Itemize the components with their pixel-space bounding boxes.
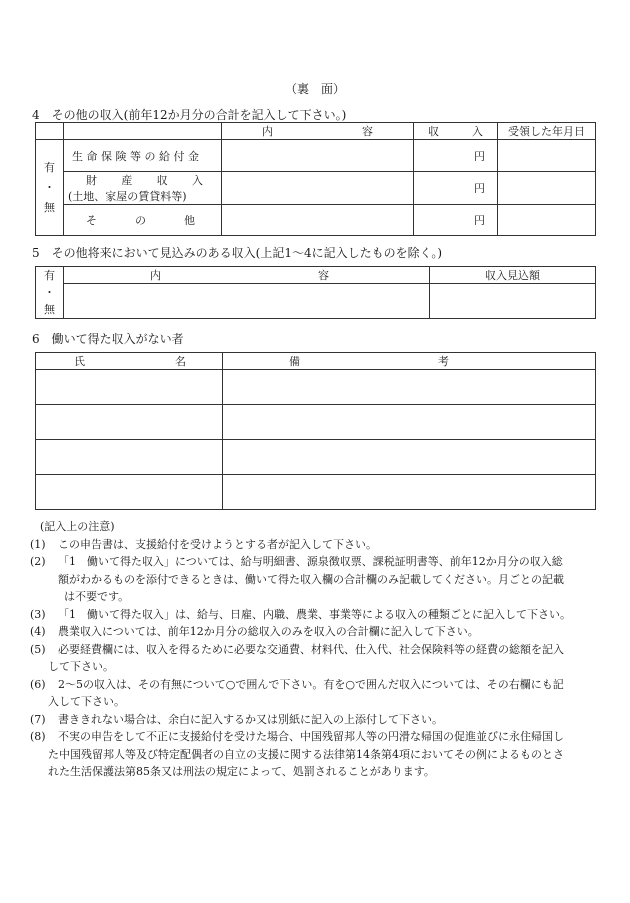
col-remarks-char: 考: [438, 355, 449, 368]
note-item: [30, 676, 602, 694]
name-field[interactable]: [36, 405, 223, 440]
note-number: (4): [30, 625, 46, 638]
note-text: 不実の申告をして不正に支援給付を受けた場合、中国残留邦人等の円滑な帰国の促進並びに永住帰国し: [58, 730, 564, 743]
col-income-char: 収: [428, 125, 439, 138]
note-number: (5): [30, 642, 46, 656]
expected-income-table: [35, 266, 596, 319]
row-label-other: [64, 205, 222, 236]
yen-unit: 円: [474, 182, 485, 195]
note-number: (2): [30, 555, 46, 568]
label-char: 収: [156, 174, 168, 187]
section4-heading: 4 その他の収入(前年12か月分の合計を記入して下さい。): [32, 108, 347, 122]
note-number: (7): [30, 712, 46, 726]
header-blank: [36, 123, 64, 140]
note-number: (1): [30, 537, 46, 551]
note-number: (8): [30, 730, 46, 743]
content-field[interactable]: [222, 172, 414, 205]
note-item: [30, 728, 602, 746]
yen-unit: 円: [474, 149, 485, 163]
header-blank: [64, 123, 222, 140]
col-content-header: [64, 267, 430, 284]
presence-dot: ・: [44, 286, 55, 299]
received-date-field[interactable]: [498, 140, 596, 172]
note-number: (6): [30, 677, 46, 691]
col-name-char: 名: [175, 355, 186, 368]
section6-heading: 6 働いて得た収入がない者: [32, 332, 184, 346]
note-text: して下さい。: [48, 660, 114, 673]
notes-heading: (記入上の注意): [40, 520, 115, 533]
col-content-char: 容: [362, 125, 373, 138]
received-date-field[interactable]: [498, 172, 596, 205]
note-text: 額がわかるものを添付できるときは、働いて得た収入欄の合計欄のみ記載してください。月ごとの記載: [58, 572, 564, 586]
presence-no: 無: [44, 200, 55, 214]
note-text: 2～5の収入は、その有無について○で囲んで下さい。有を○で囲んだ収入については、その右欄にも記: [58, 677, 564, 691]
note-item: [30, 553, 602, 606]
col-income-header: [414, 123, 498, 140]
presence-no: 無: [44, 303, 55, 316]
yen-unit: 円: [474, 214, 485, 227]
note-text: た中国残留邦人等及び特定配偶者の自立の支援に関する法律第14条第4項においてその例によるものとさ: [48, 747, 564, 761]
col-content-char: 容: [318, 269, 329, 283]
presence-label: [36, 267, 64, 319]
note-text: れた生活保護法第85条又は刑法の規定によって、処罰されることがあります。: [48, 765, 435, 778]
remarks-field[interactable]: [223, 370, 596, 405]
label-char: 財: [86, 174, 97, 187]
note-item: [30, 711, 602, 729]
row-label-property: [64, 172, 222, 205]
name-field[interactable]: [36, 475, 223, 510]
col-name-header: [36, 353, 223, 370]
col-remarks-char: 備: [289, 355, 300, 368]
note-item: [30, 606, 602, 624]
label-char: の: [135, 214, 146, 227]
page-title: （裏 面）: [284, 82, 345, 96]
content-field[interactable]: [222, 140, 414, 172]
col-expected-header: 収入見込額: [430, 267, 596, 284]
note-number: (3): [30, 607, 46, 621]
remarks-field[interactable]: [223, 440, 596, 475]
col-name-char: 氏: [74, 355, 85, 368]
amount-field[interactable]: [414, 205, 498, 236]
remarks-field[interactable]: [223, 405, 596, 440]
row-label-property-note: (土地、家屋の賃貸料等): [68, 190, 187, 203]
no-work-income-table: [35, 352, 596, 510]
name-field[interactable]: [36, 440, 223, 475]
col-remarks-header: [223, 353, 596, 370]
expected-amount-field[interactable]: [430, 284, 596, 319]
remarks-field[interactable]: [223, 475, 596, 510]
presence-dot: ・: [44, 180, 55, 194]
label-char: 他: [184, 214, 195, 227]
note-text: 書ききれない場合は、余白に記入するか又は別紙に記入の上添付して下さい。: [58, 712, 443, 726]
expected-content-field[interactable]: [64, 284, 430, 319]
content-field[interactable]: [222, 205, 414, 236]
section5-heading: 5 その他将来において見込みのある収入(上記1～4に記入したものを除く。): [32, 246, 443, 260]
amount-field[interactable]: [414, 172, 498, 205]
name-field[interactable]: [36, 370, 223, 405]
note-text: この申告書は、支援給付を受けようとする者が記入して下さい。: [58, 537, 377, 551]
note-item: [30, 641, 602, 659]
note-text: 「1 働いて得た収入」については、給与明細書、源泉徴収票、課税証明書等、前年12か月分の収入総: [58, 555, 563, 568]
notes-section: [30, 518, 602, 781]
col-content-char: 内: [262, 125, 273, 138]
col-content-header: [222, 123, 414, 140]
note-item: [30, 536, 602, 554]
note-text: 入して下さい。: [48, 695, 125, 708]
presence-yes: 有: [44, 160, 55, 174]
note-item: [30, 623, 602, 641]
col-content-char: 内: [150, 269, 161, 283]
label-char: 入: [191, 174, 203, 187]
label-char: そ: [86, 214, 97, 227]
col-income-char: 入: [472, 125, 483, 138]
col-received-header: 受領した年月日: [498, 123, 596, 140]
received-date-field[interactable]: [498, 205, 596, 236]
note-text: は不要です。: [64, 590, 130, 603]
presence-label: [36, 140, 64, 236]
label-char: 産: [121, 174, 133, 187]
note-text: 農業収入については、前年12か月分の総収入のみを収入の合計欄に記入して下さい。: [58, 625, 479, 638]
note-text: 必要経費欄には、収入を得るために必要な交通費、材料代、仕入代、社会保険料等の経費の総額を記入: [58, 642, 564, 656]
presence-yes: 有: [44, 269, 55, 282]
amount-field[interactable]: [414, 140, 498, 172]
other-income-table: [35, 122, 596, 236]
row-label-insurance: 生 命 保 険 等 の 給 付 金: [64, 140, 222, 172]
note-text: 「1 働いて得た収入」は、給与、日雇、内職、農業、事業等による収入の種類ごとに記入して下さい。: [58, 607, 571, 621]
